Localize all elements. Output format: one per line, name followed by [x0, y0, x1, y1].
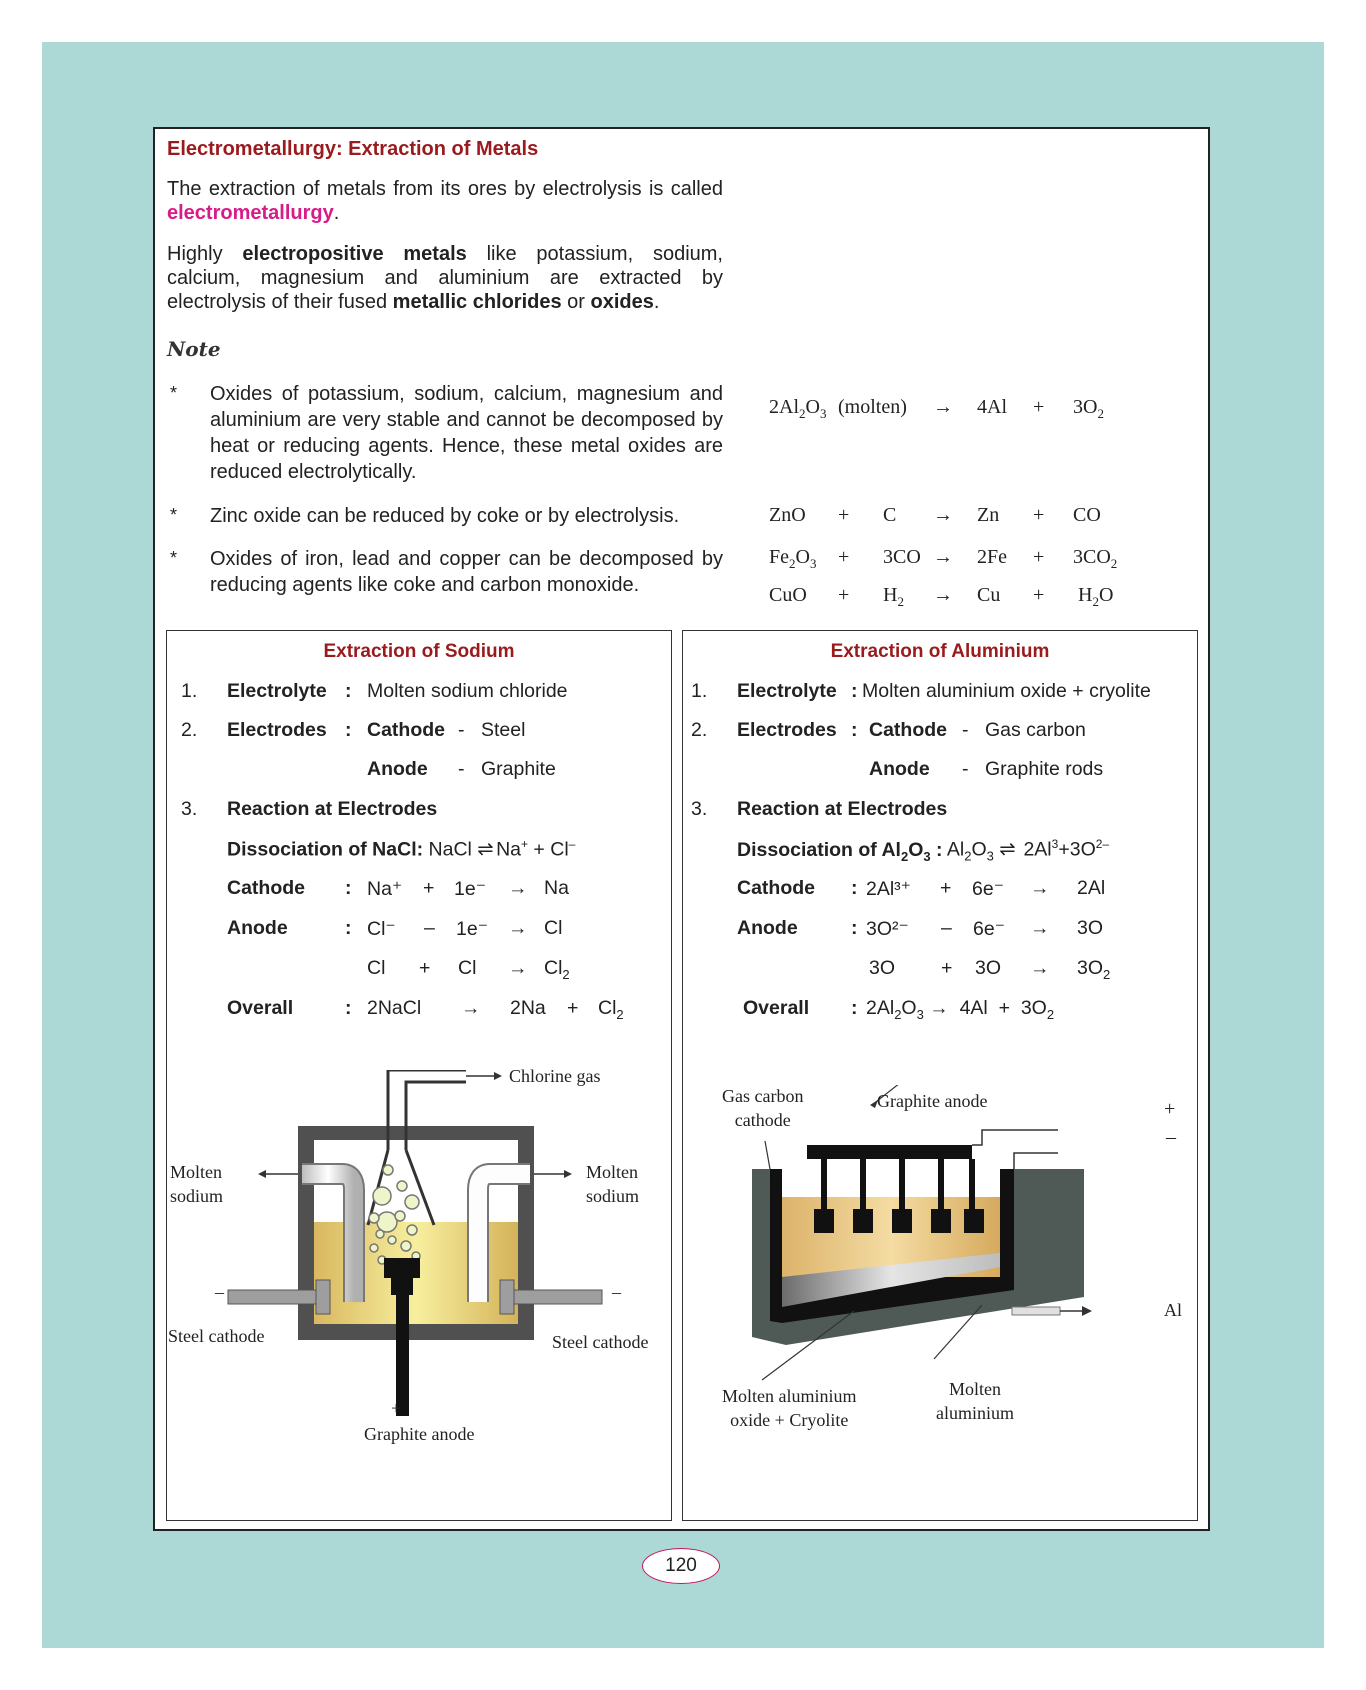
eq-zn: Zn — [977, 504, 1000, 526]
cathode-eq-label: Cathode — [227, 877, 305, 899]
eq-term: 2Al³⁺ — [866, 878, 911, 900]
eq-term: 1e⁻ — [456, 918, 488, 940]
label-molten-sodium-left: Molten sodium — [170, 1162, 224, 1206]
cathode-label: Cathode — [367, 719, 445, 741]
section-heading: Electrometallurgy: Extraction of Metals — [167, 138, 539, 160]
eq-arrow: → — [933, 584, 953, 606]
eq-term: Cl — [544, 917, 563, 939]
dash: - — [962, 758, 969, 780]
item-number: 3. — [691, 798, 708, 820]
bullet-star: * — [170, 383, 178, 403]
label-graphite-anode: Graphite anode — [877, 1091, 988, 1111]
bullet-star: * — [170, 548, 178, 568]
label-chlorine-gas: Chlorine gas — [509, 1066, 601, 1086]
dash: - — [962, 719, 969, 741]
eq-term: + — [940, 877, 952, 899]
note-item: Zinc oxide can be reduced by coke or by electrolysis. — [210, 505, 680, 527]
aluminium-title: Extraction of Aluminium — [830, 641, 1050, 662]
steel-cathode-left — [228, 1290, 328, 1304]
eq-cu: Cu — [977, 584, 1001, 606]
eq-co: CO — [1073, 504, 1101, 526]
eq-term: → — [508, 917, 528, 939]
plus-sign: + — [391, 1398, 402, 1418]
eq-fe2o3: $Fe_2O_3$ — [769, 546, 817, 571]
label-molten-sodium-right: Molten sodium — [586, 1162, 640, 1206]
eq-al2o3: $2Al_2O_3$ — [769, 396, 827, 421]
electrodes-label: Electrodes — [737, 719, 837, 741]
eq-term: + — [567, 997, 579, 1019]
eq-h2o: $H_2O$ — [1078, 584, 1114, 609]
eq-term: 2Na — [510, 997, 546, 1019]
eq-plus: + — [838, 504, 850, 526]
eq-2fe: 2Fe — [977, 546, 1007, 568]
anode-bar — [807, 1145, 972, 1159]
eq-3co: 3CO — [883, 546, 921, 568]
eq-plus: + — [838, 546, 850, 568]
item-number: 2. — [691, 719, 708, 741]
eq-plus: + — [1033, 504, 1045, 526]
eq-term: + — [423, 877, 435, 899]
note-item: Oxides of iron, lead and copper can be decomposed by reducing agents like coke and carbon monoxide. — [210, 548, 723, 596]
eq-plus: + — [1033, 584, 1045, 606]
colon: : — [851, 719, 858, 741]
overall-label: Overall — [743, 997, 810, 1019]
label-al: Al — [1164, 1300, 1182, 1320]
eq-term: Na⁺ — [367, 878, 403, 900]
steel-cathode-right — [502, 1290, 602, 1304]
eq-term: $Cl_2$ — [544, 957, 570, 982]
minus-sign: – — [1166, 1126, 1176, 1148]
eq-cuo: CuO — [769, 584, 807, 606]
anode-eq-label: Anode — [227, 917, 288, 939]
eq-term: → — [461, 997, 481, 1019]
electrolyte-value: Molten sodium chloride — [367, 680, 568, 702]
eq-term: – — [424, 917, 435, 939]
minus-sign: – — [612, 1282, 621, 1302]
colon: : — [345, 877, 352, 899]
item-number: 3. — [181, 798, 198, 820]
dash: - — [458, 758, 465, 780]
colon: : — [851, 877, 858, 899]
eq-plus: + — [1033, 546, 1045, 568]
eq-term: 2NaCl — [367, 997, 422, 1019]
eq-term: Cl — [367, 957, 386, 979]
eq-term: $Cl_2$ — [598, 997, 624, 1022]
reaction-label: Reaction at Electrodes — [737, 798, 948, 820]
eq-term: Cl — [458, 957, 477, 979]
eq-term: → — [508, 877, 528, 899]
note-title: Note — [167, 337, 221, 361]
eq-term: 2Al — [1077, 877, 1106, 899]
plus-sign: + — [1164, 1098, 1176, 1120]
bullet-star: * — [170, 505, 178, 525]
overall-label: Overall — [227, 997, 294, 1019]
cathode-label: Cathode — [869, 719, 947, 741]
anode-label: Anode — [367, 758, 428, 780]
colon: : — [851, 917, 858, 939]
colon: : — [851, 997, 858, 1019]
cathode-value: Gas carbon — [985, 719, 1086, 741]
eq-term: 3O²⁻ — [866, 918, 909, 940]
anode-value: Graphite rods — [985, 758, 1104, 780]
eq-plus: + — [1033, 396, 1045, 418]
eq-product: 4Al — [977, 396, 1007, 418]
electrolyte-value: Molten aluminium oxide + cryolite — [862, 680, 1151, 702]
eq-term: 6e⁻ — [973, 918, 1005, 940]
label-molten-aluminium-oxide: Molten aluminium oxide + Cryolite — [722, 1386, 857, 1430]
label-molten-aluminium: Molten aluminium — [936, 1379, 1014, 1423]
cathode-eq-label: Cathode — [737, 877, 815, 899]
eq-term: 1e⁻ — [454, 878, 486, 900]
eq-term: – — [941, 917, 952, 939]
overall-eq: $2Al_2O_3 \to 4Al + 3O_2$ — [866, 997, 1055, 1022]
eq-term: + — [419, 957, 431, 979]
anode-label: Anode — [869, 758, 930, 780]
eq-molten: (molten) — [838, 396, 907, 418]
electrolyte-label: Electrolyte — [737, 680, 837, 702]
eq-arrow: → — [933, 504, 953, 526]
sodium-title: Extraction of Sodium — [323, 641, 515, 662]
eq-plus: + — [838, 584, 850, 606]
electropositive-paragraph: Highly electropositive metals like potassium, sodium, calcium, magnesium and aluminium are extracted by electrolysis of their fused metallic chlorides or oxides. — [167, 243, 723, 313]
eq-term: 3O — [975, 957, 1002, 979]
label-steel-cathode-right: Steel cathode — [552, 1332, 649, 1352]
colon: : — [345, 680, 352, 702]
eq-arrow: → — [933, 396, 953, 418]
eq-3co2: $3CO_2$ — [1073, 546, 1118, 571]
electrolyte-label: Electrolyte — [227, 680, 327, 702]
eq-term: → — [508, 957, 528, 979]
item-number: 2. — [181, 719, 198, 741]
colon: : — [345, 917, 352, 939]
eq-c: C — [883, 504, 897, 526]
item-number: 1. — [181, 680, 198, 702]
colon: : — [851, 680, 858, 702]
item-number: 1. — [691, 680, 708, 702]
eq-product: $3O_2$ — [1073, 396, 1104, 421]
eq-h2: $H_2$ — [883, 584, 904, 609]
cathode-value: Steel — [481, 719, 526, 741]
page-number: 120 — [642, 1548, 720, 1584]
eq-term: → — [1030, 877, 1050, 899]
anode-eq-label: Anode — [737, 917, 798, 939]
note-item: Oxides of potassium, sodium, calcium, magnesium and aluminium are very stable and cannot be decomposed by heat or reducing agents. Hence, these metal oxides are reduced electrolytically. — [210, 383, 723, 483]
eq-term: Na — [544, 877, 569, 899]
reaction-label: Reaction at Electrodes — [227, 798, 438, 820]
eq-zno: ZnO — [769, 504, 806, 526]
label-graphite-anode: Graphite anode — [364, 1424, 475, 1444]
eq-term: 6e⁻ — [972, 878, 1004, 900]
label-steel-cathode-left: Steel cathode — [168, 1326, 265, 1346]
eq-term: + — [941, 957, 953, 979]
aluminium-cell-diagram — [682, 1085, 1198, 1415]
intro-paragraph: The extraction of metals from its ores by electrolysis is called electrometallurgy. — [167, 178, 723, 224]
eq-term: 3O — [1077, 917, 1104, 939]
colon: : — [345, 997, 352, 1019]
dissociation-eq: Dissociation of NaCl: NaCl ⇌ Na+ + Cl– — [227, 837, 576, 861]
dash: - — [458, 719, 465, 741]
eq-arrow: → — [933, 546, 953, 568]
colon: : — [345, 719, 352, 741]
electrodes-label: Electrodes — [227, 719, 327, 741]
eq-term: 3O — [869, 957, 896, 979]
eq-term: → — [1030, 957, 1050, 979]
anode-value: Graphite — [481, 758, 556, 780]
minus-sign: – — [215, 1282, 224, 1302]
term-electrometallurgy: electrometallurgy — [167, 202, 334, 224]
eq-term: $3O_2$ — [1077, 957, 1111, 982]
eq-term: Cl⁻ — [367, 918, 396, 940]
label-gas-carbon-cathode: Gas carbon cathode — [722, 1086, 804, 1130]
dissociation-eq: Dissociation of $Al_2O_3$ : $Al_2O_3$ ⇌ $2Al^3+3O^{2-}$ — [737, 837, 1110, 864]
eq-term: → — [1030, 917, 1050, 939]
